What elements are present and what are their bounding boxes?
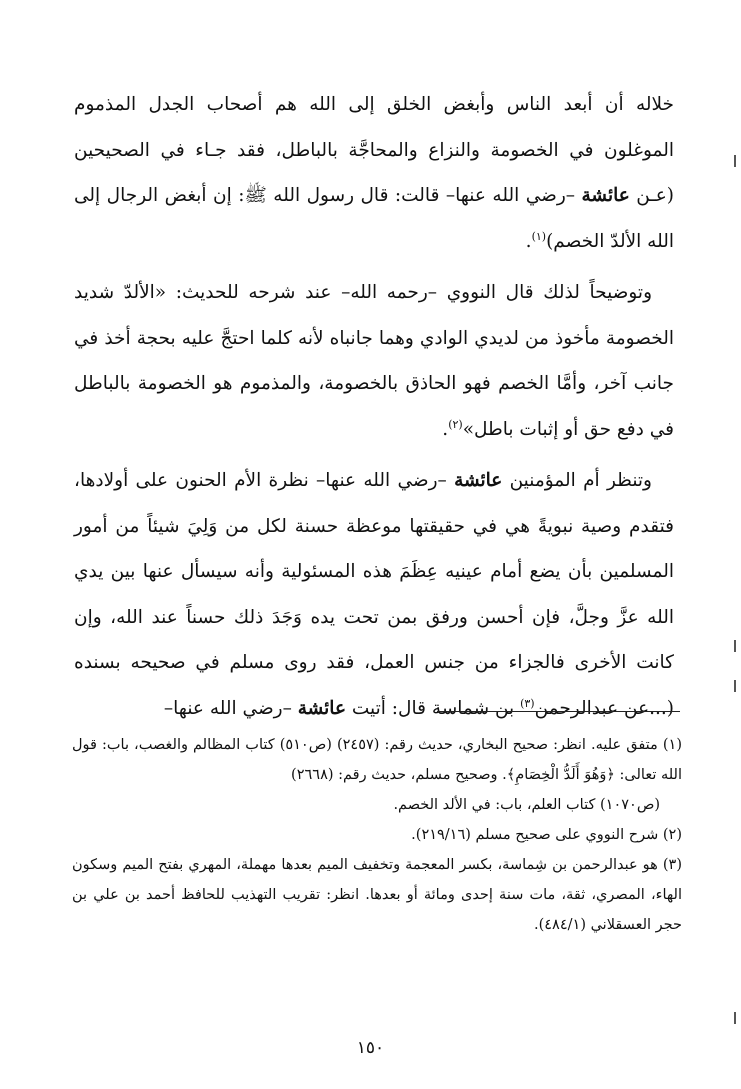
page-edge-mark: [734, 1012, 736, 1024]
paragraph: [74, 82, 674, 264]
text-run: وتنظر أم المؤمنين: [502, 470, 652, 491]
page-number: ١٥٠: [356, 1038, 385, 1058]
text-run: بن شماسة قال: أتيت: [345, 697, 521, 719]
text-run: –رضي الله عنها–: [163, 697, 298, 719]
footnote-marker: (٢): [662, 827, 682, 843]
text-run: خلاله أن أبعد الناس وأبغض الخلق إلى الله هم أصحاب الجدل المذموم الموغلون في الخصومة والنزاع والمحاجَّة بالباطل، فقد جـاء في الصحيحين (عـن: [74, 94, 675, 206]
page-edge-mark: [734, 155, 736, 167]
paragraph: [74, 270, 674, 452]
footnote-text: شرح النووي على صحيح مسلم (٢١٩/١٦).: [411, 827, 659, 843]
footnote: [72, 730, 682, 790]
text-run: .: [442, 418, 449, 440]
footnote: [72, 850, 682, 940]
main-text: [74, 82, 674, 731]
footnote-separator: [437, 711, 680, 712]
footnote: [72, 790, 682, 820]
text-run: –رضي الله عنها– نظرة الأم الحنون على أولادها، فتقدم وصية نبويةً هي في حقيقتها موعظة حسنة لكل من وَلِيَ شيئاً من أمور المسلمين بأن يضع أمام عينيه عِظَمَ هذه المسئولية وأنه سيسأل عنها بين يدي الله عزَّ وجلَّ، فإن أحسن ورفق بمن تحت يده وَجَدَ ذلك حسناً عند الله، وإن كانت الأخرى فالجزاء من جنس العمل، فقد روى مسلم في صحيحه بسنده (...عن عبدالرحمن: [74, 470, 674, 719]
name-highlight: عائشة: [581, 185, 630, 206]
footnote-marker: (٣): [662, 857, 682, 873]
footnote-text: (ص١٠٧٠) كتاب العلم، باب: في الألد الخصم.: [393, 797, 660, 813]
footnote-ref: (١): [531, 229, 547, 243]
text-run: .: [525, 230, 532, 252]
footnote-text: هو عبدالرحمن بن شِماسة، بكسر المعجمة وتخفيف الميم بعدها مهملة، المهري بفتح الميم وسكون الهاء، المصري، ثقة، مات سنة إحدى ومائة أو بعدها. انظر: تقريب التهذيب للحافظ أحمد بن علي بن حجر العسقلاني (٤٨٤/١).: [72, 857, 682, 933]
text-run: –رضي الله عنها– قالت: قال رسول الله ﷺ: إن أبغض الرجال إلى الله الألدّ الخصم): [74, 185, 674, 252]
name-highlight: عائشة: [454, 470, 503, 491]
footnote-ref: (٣): [520, 696, 535, 710]
footnote-text: متفق عليه. انظر: صحيح البخاري، حديث رقم: (٢٤٥٧) (ص٥١٠) كتاب المظالم والغصب، باب: قول الله تعالى: ﴿وَهُوَ أَلَدُّ الْخِصَامِ﴾. وصحيح مسلم، حديث رقم: (٢٦٦٨): [72, 737, 682, 783]
page-edge-mark: [734, 640, 736, 652]
footnote-ref: (٢): [448, 417, 463, 431]
name-highlight: عائشة: [297, 697, 346, 719]
footnote: [72, 820, 682, 850]
footnote-marker: (١): [662, 737, 682, 753]
paragraph: [74, 458, 674, 731]
page-edge-mark: [734, 680, 736, 692]
footnotes: [72, 730, 682, 940]
text-run: وتوضيحاً لذلك قال النووي –رحمه الله– عند شرحه للحديث: «الألدّ شديد الخصومة مأخوذ من لديدي الوادي وهما جانباه لأنه كلما احتجَّ عليه بحجة أخذ في جانب آخر، وأمَّا الخصم فهو الحاذق بالخصومة، والمذموم هو الخصومة بالباطل في دفع حق أو إثبات باطل»: [74, 282, 674, 440]
